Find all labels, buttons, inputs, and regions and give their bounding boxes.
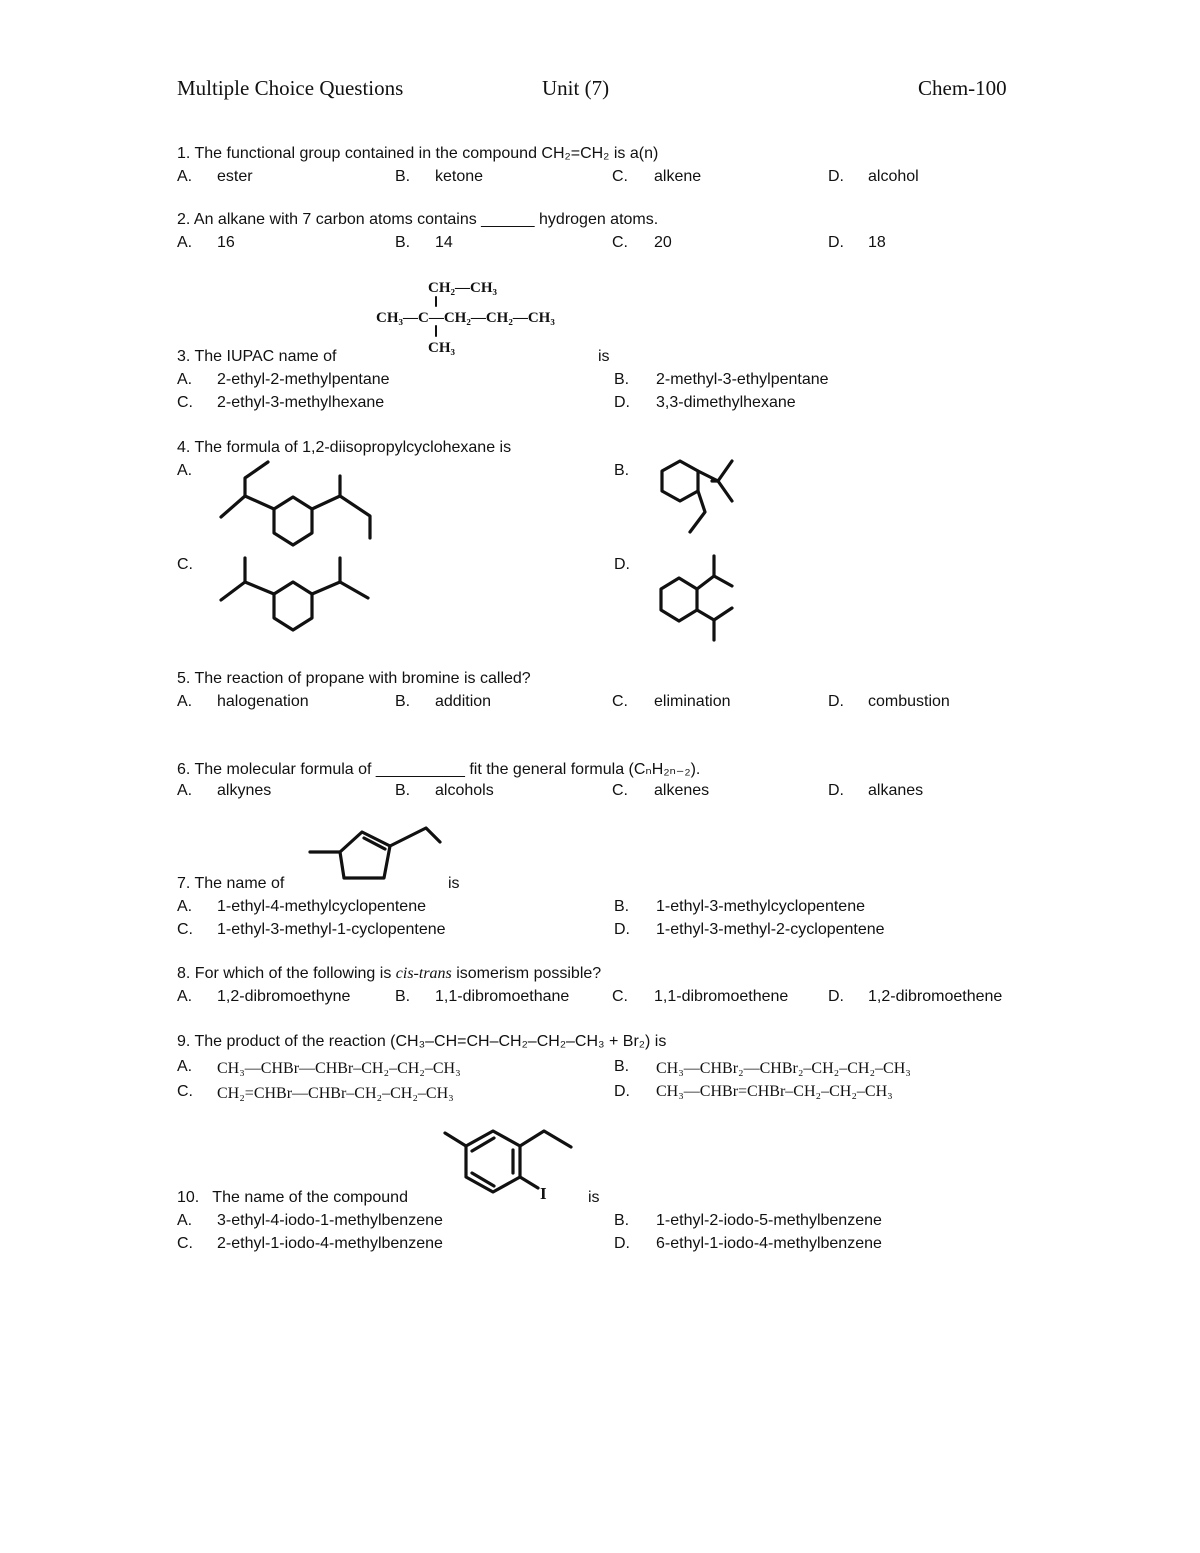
question-stem: The reaction of propane with bromine is called? [194, 670, 531, 687]
option-d[interactable]: D. alcohol [828, 168, 919, 185]
question-stem: The functional group contained in the compound CH₂=CH₂ is a(n) [194, 145, 659, 162]
option-a[interactable]: A. ester [177, 168, 253, 185]
question-stem-end: is [598, 348, 610, 365]
option-a[interactable]: A. alkynes [177, 782, 272, 799]
option-d[interactable]: D. 18 [828, 234, 886, 251]
question-stem: The name of [194, 875, 285, 892]
option-b[interactable]: B. 1,1-dibromoethane [395, 988, 570, 1005]
option-b[interactable]: B. ketone [395, 168, 484, 185]
option-c[interactable]: C. alkenes [612, 782, 710, 799]
question-stem-end: is [448, 875, 460, 892]
question-stem: The name of the compound [212, 1189, 408, 1206]
option-c[interactable]: C. 2-ethyl-1-iodo-4-methylbenzene [177, 1235, 443, 1252]
option-d[interactable]: D. [614, 556, 630, 573]
option-d[interactable]: D. combustion [828, 693, 950, 710]
option-b[interactable]: B. 2-methyl-3-ethylpentane [614, 371, 829, 388]
option-c[interactable]: C. [177, 556, 193, 573]
methyl-group [445, 1133, 466, 1146]
iodo-bond [520, 1177, 538, 1188]
option-c[interactable]: C. alkene [612, 168, 702, 185]
question-number: 1. [177, 145, 191, 162]
option-c[interactable]: C. elimination [612, 693, 731, 710]
option-b[interactable]: B. [614, 462, 630, 479]
option-c[interactable]: C. 1,1-dibromoethene [612, 988, 789, 1005]
option-b[interactable]: B. 1-ethyl-2-iodo-5-methylbenzene [614, 1212, 882, 1229]
option-b[interactable]: B. CH₃—CHBr₂—CHBr₂–CH₂–CH₂–CH₃ [614, 1058, 911, 1077]
option-d[interactable]: D. 1,2-dibromoethene [828, 988, 1003, 1005]
option-b[interactable]: B. addition [395, 693, 492, 710]
question-number: 4. [177, 439, 191, 456]
option-a[interactable]: A. 1,2-dibromoethyne [177, 988, 351, 1005]
question-number: 8. [177, 965, 191, 982]
iodine-label: I [540, 1184, 547, 1203]
question-stem: The product of the reaction (CH₃–CH=CH–CH₂–CH₂–CH₃ + Br₂) is [194, 1033, 667, 1050]
option-a[interactable]: A. 1-ethyl-4-methylcyclopentene [177, 898, 426, 915]
question-stem-end: is [588, 1189, 600, 1206]
option-d[interactable]: D. 1-ethyl-3-methyl-2-cyclopentene [614, 921, 885, 938]
question-stem: The formula of 1,2-diisopropylcyclohexane is [194, 439, 512, 456]
question-number: 9. [177, 1033, 191, 1050]
header-center: Unit (7) [542, 76, 610, 100]
option-d[interactable]: D. 3,3-dimethylhexane [614, 394, 796, 411]
option-b[interactable]: B. 14 [395, 234, 453, 251]
header-right: Chem-100 [918, 76, 1007, 100]
option-b[interactable]: B. 1-ethyl-3-methylcyclopentene [614, 898, 865, 915]
option-c[interactable]: C. 1-ethyl-3-methyl-1-cyclopentene [177, 921, 446, 938]
option-c[interactable]: C. CH₂=CHBr—CHBr–CH₂–CH₂–CH₃ [177, 1083, 454, 1102]
question-stem: An alkane with 7 carbon atoms contains ______ hydrogen atoms. [193, 211, 659, 228]
ethyl-group [520, 1131, 571, 1147]
option-a[interactable]: A. halogenation [177, 693, 309, 710]
question-number: 3. [177, 348, 191, 365]
question-number: 6. [177, 761, 191, 778]
header-left: Multiple Choice Questions [177, 76, 404, 100]
option-a[interactable]: A. 16 [177, 234, 235, 251]
option-a[interactable]: A. 3-ethyl-4-iodo-1-methylbenzene [177, 1212, 443, 1229]
question-number: 7. [177, 875, 191, 892]
question-number: 2. [177, 211, 191, 228]
aromatic-bond-3 [472, 1173, 494, 1186]
option-b[interactable]: B. alcohols [395, 782, 494, 799]
option-a[interactable]: A. CH₃—CHBr—CHBr–CH₂–CH₂–CH₃ [177, 1058, 461, 1077]
option-d[interactable]: D. CH₃—CHBr=CHBr–CH₂–CH₂–CH₃ [614, 1083, 893, 1100]
question-stem: The molecular formula of __________ fit the general formula (CₙH₂ₙ₋₂). [194, 761, 701, 778]
question-stem: The IUPAC name of [194, 348, 337, 365]
structure-label-top: CH₂—CH₃ [428, 280, 497, 296]
option-d[interactable]: D. 6-ethyl-1-iodo-4-methylbenzene [614, 1235, 882, 1252]
option-a[interactable]: A. 2-ethyl-2-methylpentane [177, 371, 390, 388]
question-number: 5. [177, 670, 191, 687]
structure-label-bottom: CH₃ [428, 340, 455, 356]
question-number: 10. [177, 1189, 200, 1206]
option-d[interactable]: D. alkanes [828, 782, 924, 799]
option-c[interactable]: C. 2-ethyl-3-methylhexane [177, 394, 385, 411]
structure-label-main: CH₃—C—CH₂—CH₂—CH₃ [376, 310, 555, 326]
option-a[interactable]: A. [177, 462, 193, 479]
option-c[interactable]: C. 20 [612, 234, 672, 251]
